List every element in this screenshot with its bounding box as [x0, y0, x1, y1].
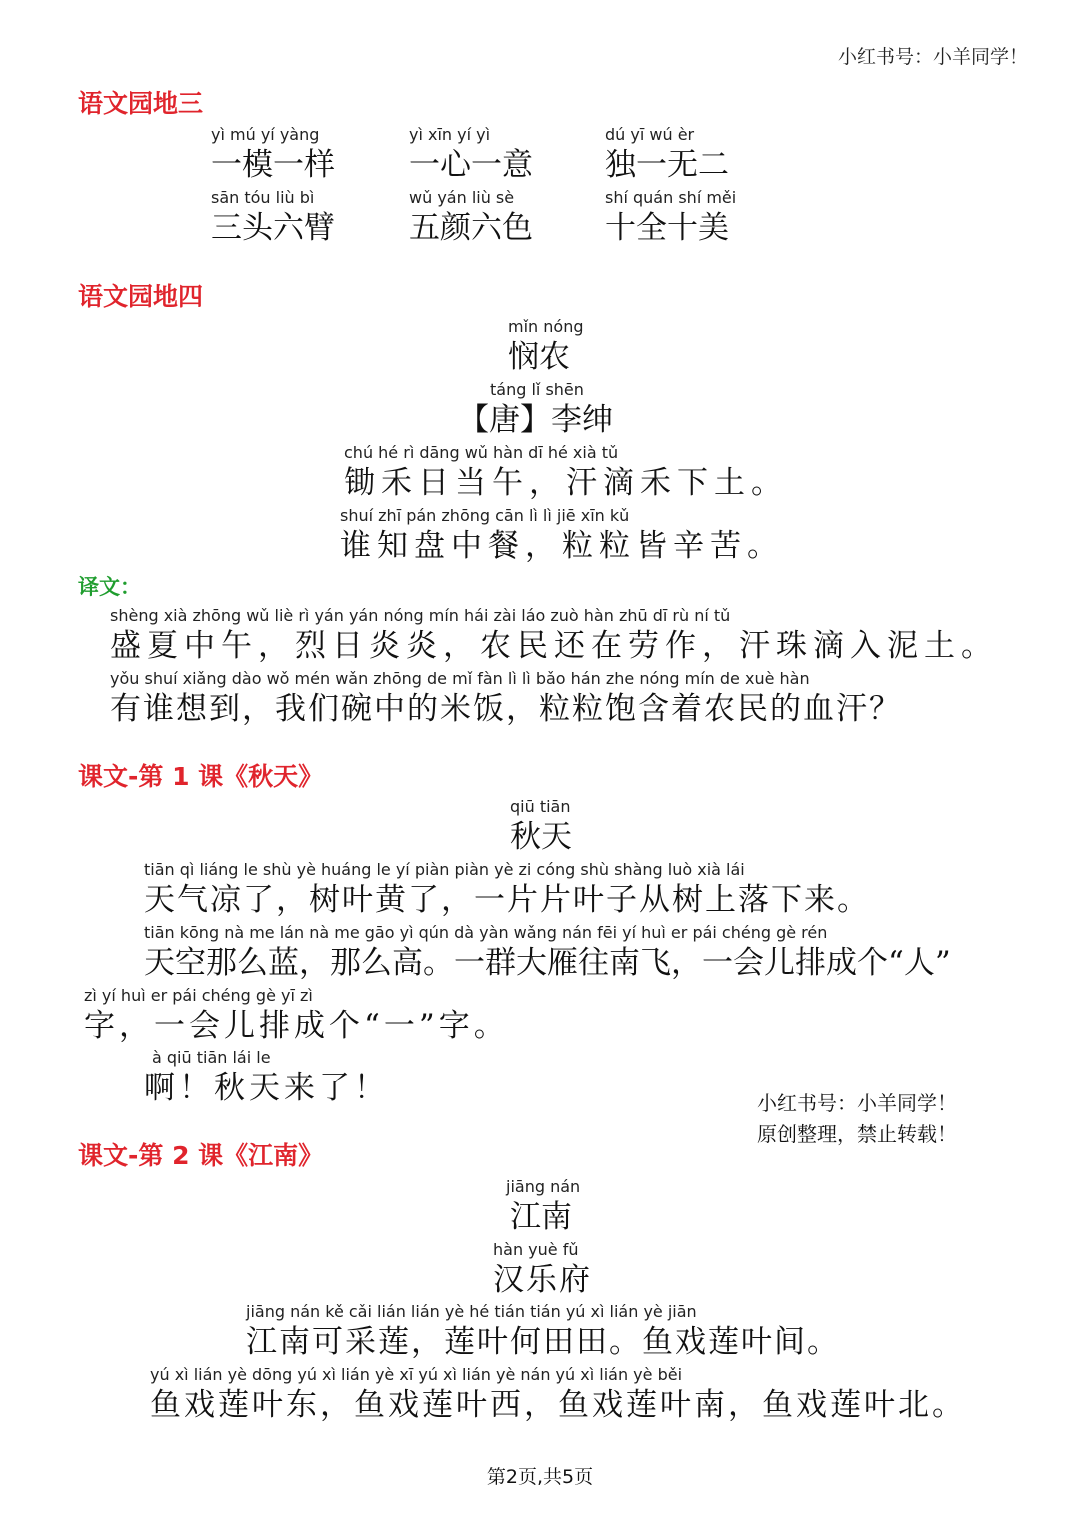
hanzi: 天气凉了，树叶黄了，一片片叶子从树上落下来。: [144, 882, 870, 918]
watermark-top: 小红书号：小羊同学！: [838, 46, 1029, 68]
hanzi: 有谁想到，我们碗中的米饭，粒粒饱含着农民的血汗？: [110, 691, 902, 727]
hanzi: 一心一意: [409, 147, 533, 183]
watermark-line-1: 小红书号：小羊同学！: [757, 1091, 957, 1115]
pinyin: tiān kōng nà me lán nà me gāo yì qún dà yàn wǎng nán fēi yí huì er pái chéng gè rén: [144, 923, 828, 942]
pinyin: yì mú yí yàng: [211, 125, 320, 144]
hanzi: 盛夏中午，烈日炎炎，农民还在劳作，汗珠滴入泥土。: [110, 628, 998, 664]
idiom-2: [409, 124, 533, 184]
pinyin: dú yī wú èr: [605, 125, 695, 144]
pinyin: mǐn nóng: [508, 317, 584, 336]
lesson2-line-2: [150, 1364, 966, 1424]
watermark-middle: [757, 1088, 957, 1150]
page-number: 第2页,共5页: [486, 1466, 594, 1488]
translation-line-2: [110, 668, 902, 728]
hanzi: 江南可采莲，莲叶何田田。鱼戏莲叶间。: [246, 1324, 840, 1360]
translation-line-1: [110, 605, 998, 665]
hanzi: 啊！秋天来了！: [144, 1070, 389, 1106]
idiom-3: [605, 124, 729, 184]
hanzi: 悯农: [508, 339, 570, 375]
hanzi: 一模一样: [211, 147, 335, 183]
hanzi: 汉乐府: [493, 1262, 592, 1298]
lesson1-line-3: [84, 985, 509, 1045]
hanzi: 十全十美: [605, 210, 729, 246]
hanzi: 江南: [510, 1199, 572, 1235]
lesson1-title: [510, 796, 572, 856]
idiom-1: [211, 124, 335, 184]
poem-author: [458, 379, 613, 439]
pinyin: hàn yuè fǔ: [493, 1240, 579, 1259]
pinyin: chú hé rì dāng wǔ hàn dī hé xià tǔ: [344, 443, 619, 462]
lesson1-line-4: [144, 1047, 389, 1107]
pinyin: yǒu shuí xiǎng dào wǒ mén wǎn zhōng de mǐ fàn lì lì bǎo hán zhe nóng mín de xuè hàn: [110, 669, 810, 688]
hanzi: 秋天: [510, 819, 572, 855]
pinyin: tiān qì liáng le shù yè huáng le yí piàn piàn yè zi cóng shù shàng luò xià lái: [144, 860, 745, 879]
watermark-line-2: 原创整理，禁止转载！: [757, 1122, 957, 1146]
pinyin: táng lǐ shēn: [490, 380, 584, 399]
pinyin: zì yí huì er pái chéng gè yī zì: [84, 986, 313, 1005]
hanzi: 锄禾日当午，汗滴禾下土。: [344, 465, 788, 501]
hanzi: 鱼戏莲叶东，鱼戏莲叶西，鱼戏莲叶南，鱼戏莲叶北。: [150, 1387, 966, 1423]
hanzi: 字，一会儿排成个“一”字。: [84, 1008, 509, 1044]
section-heading-s3: 语文园地三: [78, 89, 204, 118]
idiom-6: [605, 187, 736, 247]
translation-label: 译文：: [78, 575, 141, 599]
lesson2-author: [493, 1239, 592, 1299]
lesson1-line-1: [144, 859, 870, 919]
idiom-4: [211, 187, 335, 247]
hanzi: 谁知盘中餐，粒粒皆辛苦。: [340, 528, 784, 564]
pinyin: yú xì lián yè dōng yú xì lián yè xī yú xì lián yè nán yú xì lián yè běi: [150, 1365, 683, 1384]
hanzi: 独一无二: [605, 147, 729, 183]
hanzi: 【唐】李绅: [458, 402, 613, 438]
lesson2-line-1: [246, 1301, 840, 1361]
hanzi: 天空那么蓝，那么高。一群大雁往南飞，一会儿排成个“人”: [144, 945, 951, 981]
pinyin: jiāng nán: [506, 1177, 581, 1196]
pinyin: à qiū tiān lái le: [152, 1048, 271, 1067]
lesson2-title: [506, 1176, 580, 1236]
pinyin: wǔ yán liù sè: [409, 188, 515, 207]
pinyin: shèng xià zhōng wǔ liè rì yán yán nóng mín hái zài láo zuò hàn zhū dī rù ní tǔ: [110, 606, 731, 625]
pinyin: shí quán shí měi: [605, 188, 737, 207]
pinyin: shuí zhī pán zhōng cān lì lì jiē xīn kǔ: [340, 506, 630, 525]
section-heading-s4: 语文园地四: [78, 282, 204, 311]
section-heading-lesson2: 课文-第 2 课《江南》: [78, 1141, 324, 1170]
pinyin: yì xīn yí yì: [409, 125, 491, 144]
poem-line-1: [344, 442, 788, 502]
section-heading-lesson1: 课文-第 1 课《秋天》: [78, 762, 324, 791]
pinyin: jiāng nán kě cǎi lián lián yè hé tián tián yú xì lián yè jiān: [246, 1302, 697, 1321]
poem-line-2: [340, 505, 784, 565]
poem-title: [508, 316, 583, 376]
hanzi: 三头六臂: [211, 210, 335, 246]
pinyin: sān tóu liù bì: [211, 188, 315, 207]
idiom-5: [409, 187, 533, 247]
hanzi: 五颜六色: [409, 210, 533, 246]
pinyin: qiū tiān: [510, 797, 571, 816]
lesson1-line-2: [144, 922, 951, 982]
